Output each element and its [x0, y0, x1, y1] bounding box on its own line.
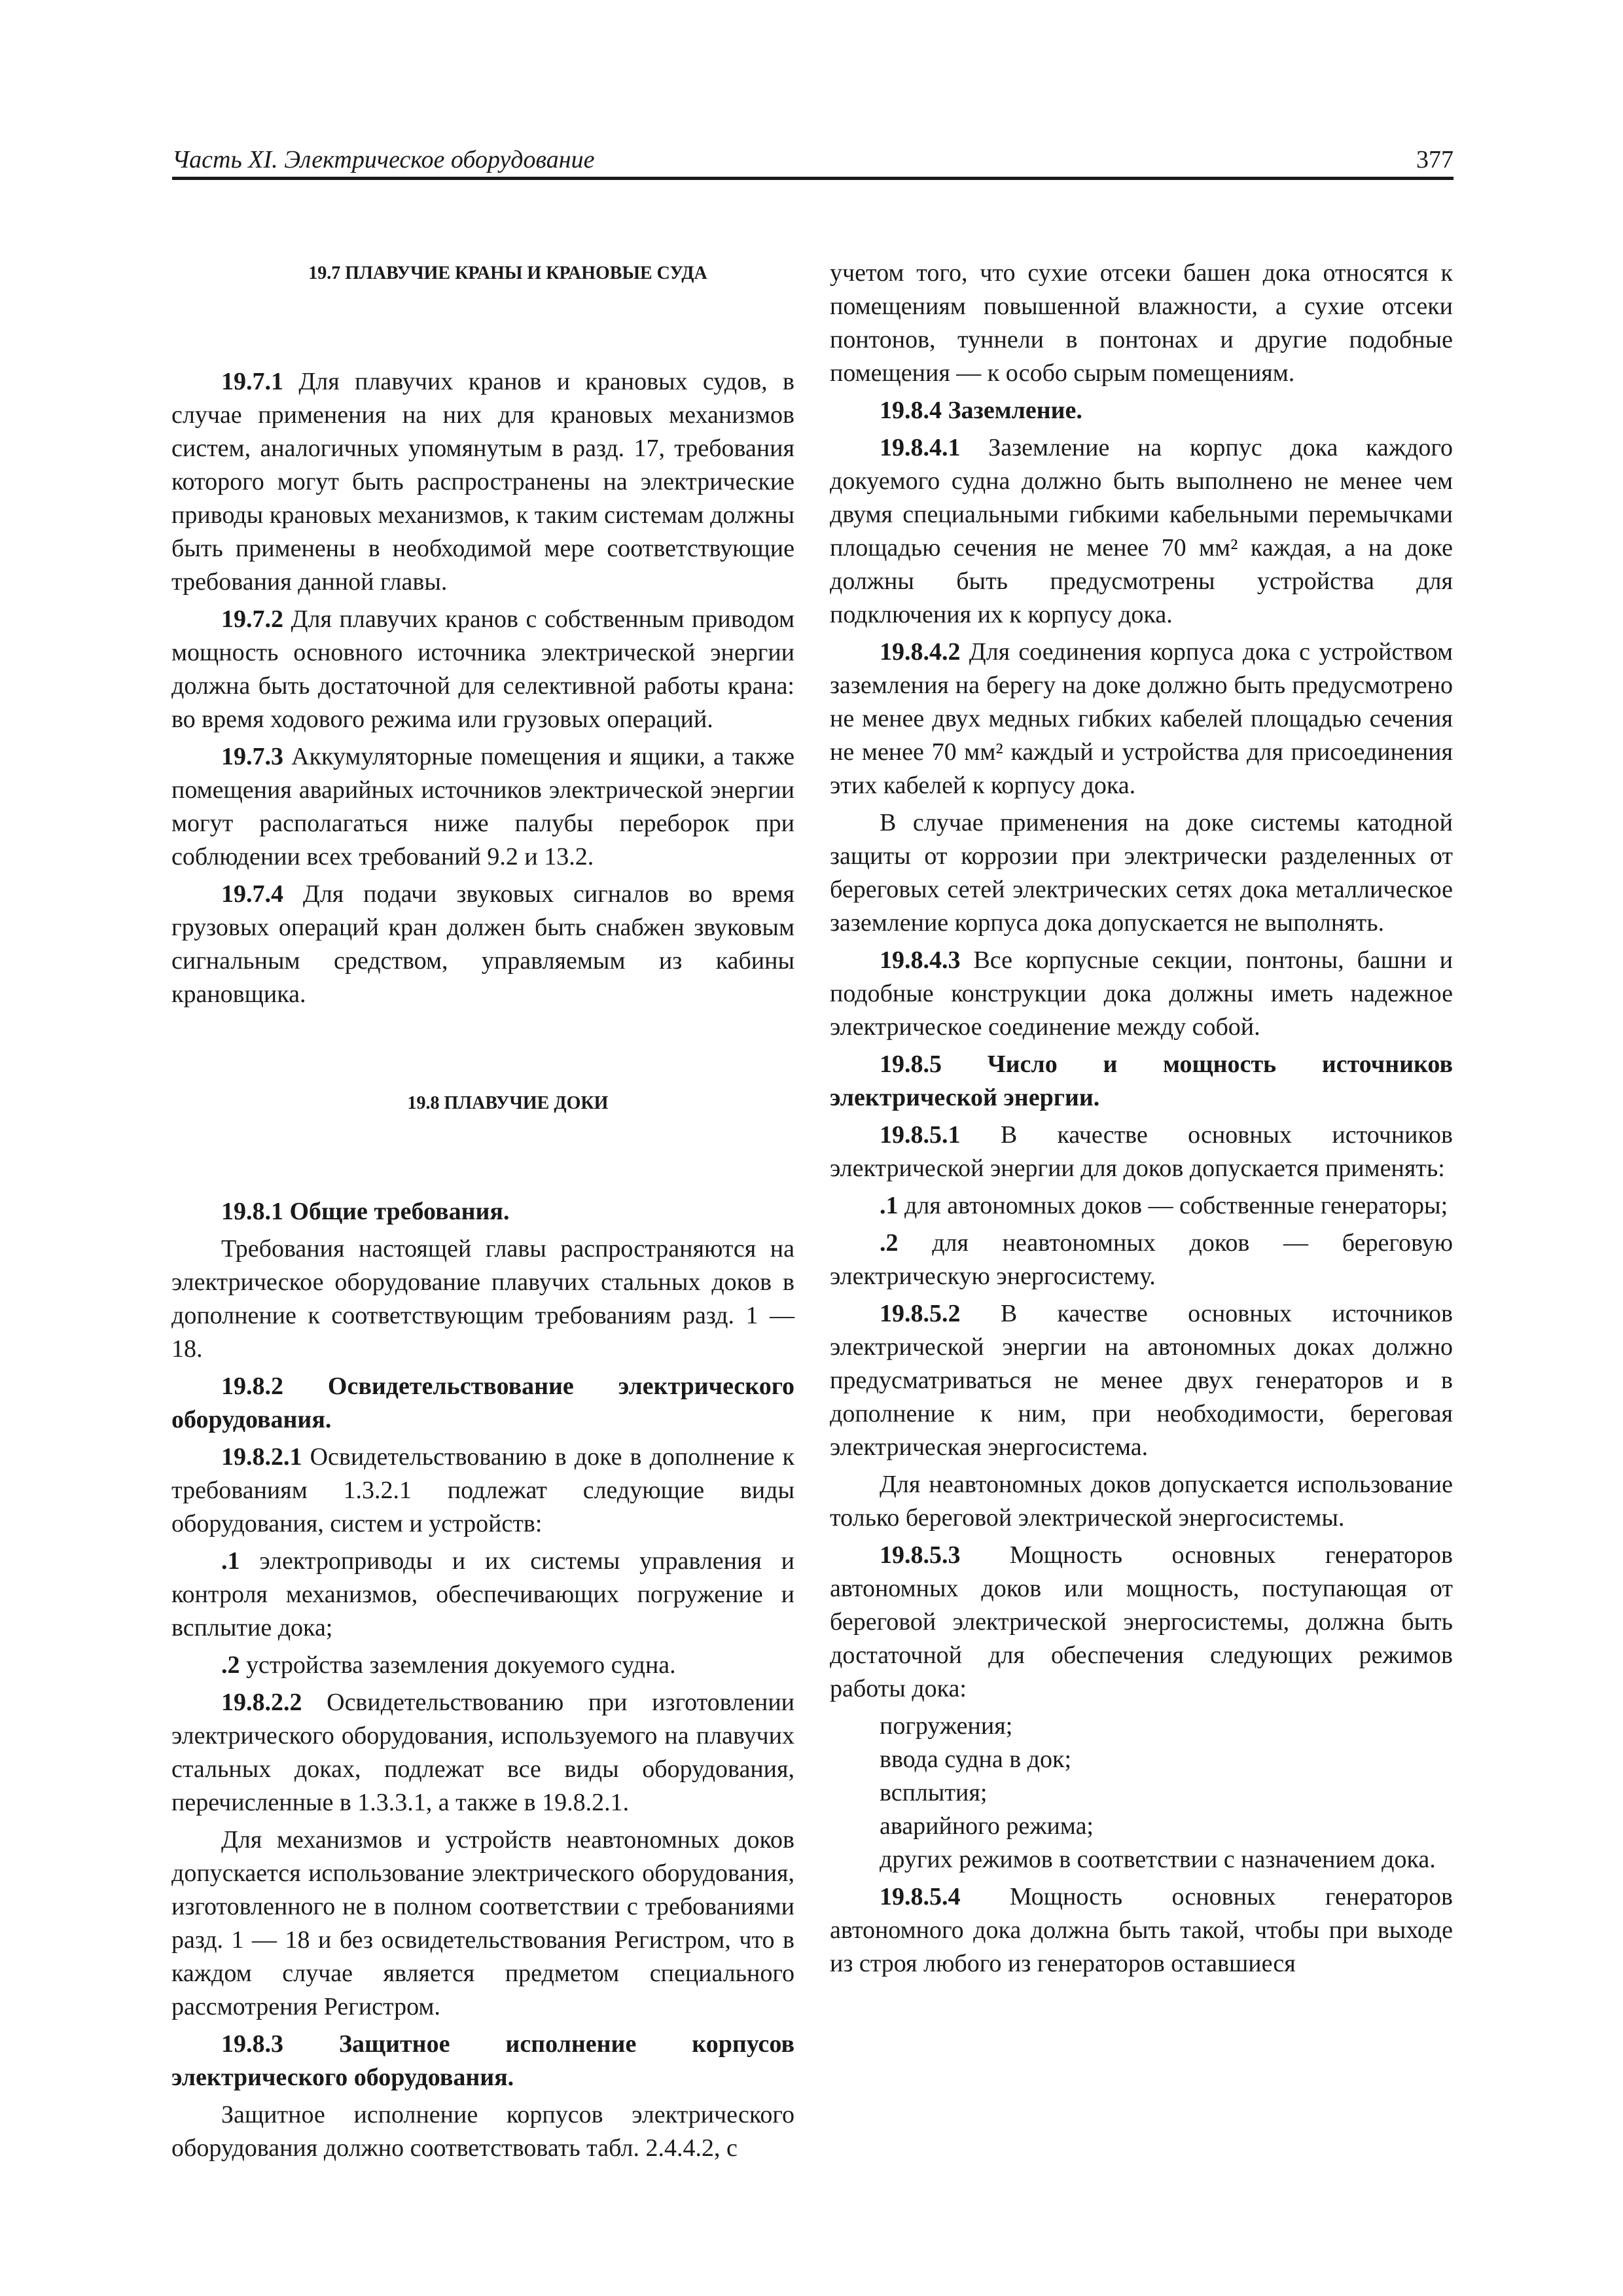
- paragraph-19-8-1: Требования настоящей главы распространяются на электрическое оборудование плавучих стальных доков в дополнение к соответствующим требованиям разд. 1 — 18.: [171, 1235, 794, 1363]
- clause-number: 19.8.4.3: [880, 946, 961, 974]
- clause-number: 19.8.4.2: [880, 638, 961, 666]
- right-column: [830, 257, 1453, 1984]
- list-item: всплытия;: [880, 1779, 988, 1806]
- item-text: для неавтономных доков — береговую электрическую энергосистему.: [830, 1229, 1453, 1290]
- clause-text: Для подачи звуковых сигналов во время грузовых операций кран должен быть снабжен звуковым сигнальным средством, управляемым из кабины крановщика.: [171, 880, 794, 1008]
- list-item-2: [171, 1649, 794, 1682]
- clause-number: 19.8.2.1: [221, 1443, 302, 1471]
- subsection-heading-19-8-3: 19.8.3 Защитное исполнение корпусов электрического оборудования.: [171, 2030, 794, 2091]
- item-number: .2: [880, 1229, 899, 1257]
- list-item: погружения;: [880, 1712, 1013, 1740]
- clause-number: 19.8.2.2: [221, 1689, 302, 1716]
- clause-number: 19.8.5.1: [880, 1121, 961, 1149]
- list-item: аварийного режима;: [880, 1812, 1094, 1840]
- list-item-1: [171, 1545, 794, 1645]
- paragraph-19-8-4-3: [830, 944, 1453, 1044]
- clause-text: Для плавучих кранов и крановых судов, в случае применения на них для крановых механизмов систем, аналогичных упомянутым в разд. 17, требования которого могут быть распространены на электрические приводы крановых механизмов, к таким системам должны быть применены в необходимой мере соответствующие требования данной главы.: [171, 368, 794, 596]
- clause-number: 19.7.2: [221, 605, 283, 633]
- clause-text: Все корпусные секции, понтоны, башни и подобные конструкции дока должны иметь надежное электрическое соединение между собой.: [830, 946, 1453, 1041]
- list-item: ввода судна в док;: [880, 1746, 1072, 1773]
- paragraph-continuation: учетом того, что сухие отсеки башен дока относятся к помещениям повышенной влажности, а сухие отсеки понтонов, туннели в понтонах и другие подобные помещения — к особо сырым помещениям.: [830, 259, 1453, 387]
- clause-number: 19.7.3: [221, 743, 283, 770]
- subsection-heading-19-8-2: 19.8.2 Освидетельствование электрического оборудования.: [171, 1372, 794, 1433]
- clause-text: Для соединения корпуса дока с устройством заземления на берегу на доке должно быть предусмотрено не менее двух медных гибких кабелей площадью сечения не менее 70 мм² каждый и устройства для присоединения этих кабелей к корпусу дока.: [830, 638, 1453, 799]
- left-column: [171, 257, 794, 2169]
- paragraph-19-8-5-2: [830, 1297, 1453, 1464]
- item-text: для автономных доков — собственные генераторы;: [898, 1192, 1448, 1219]
- paragraph-non-autonomous: Для неавтономных доков допускается использование только береговой электрической энергосистемы.: [830, 1471, 1453, 1532]
- clause-number: 19.8.5.3: [880, 1541, 961, 1569]
- paragraph-19-7-4: [171, 878, 794, 1011]
- paragraph-mechanisms: Для механизмов и устройств неавтономных доков допускается использование электрического оборудования, изготовленного не в полном соответствии с требованиями разд. 1 — 18 и без освидетельствования Регистром, что в каждом случае является предметом специального рассмотрения Регистром.: [171, 1826, 794, 2020]
- paragraph-19-7-2: [171, 603, 794, 736]
- running-head: Часть XI. Электрическое оборудование: [172, 146, 595, 173]
- paragraph-19-8-3: Защитное исполнение корпусов электрического оборудования должно соответствовать табл. 2.4.4.2, с: [171, 2101, 794, 2162]
- clause-text: Заземление на корпус дока каждого докуемого судна должно быть выполнено не менее чем двумя специальными гибкими кабельными перемычками площадью сечения не менее 70 мм² каждая, а на доке должны быть предусмотрены устройства для подключения их к корпусу дока.: [830, 434, 1453, 628]
- clause-text: Мощность основных генераторов автономных доков или мощность, поступающая от береговой электрической энергосистемы, должна быть достаточной для обеспечения следующих режимов работы дока:: [830, 1541, 1453, 1702]
- paragraph-19-8-2-2: [171, 1686, 794, 1820]
- paragraph-19-8-5-3: [830, 1539, 1453, 1706]
- paragraph-19-8-4-1: [830, 431, 1453, 632]
- page-number: 377: [1416, 146, 1454, 173]
- clause-number: 19.7.4: [221, 880, 283, 908]
- paragraph-19-8-5-1: [830, 1119, 1453, 1185]
- header-rule: [172, 177, 1454, 180]
- clause-text: Освидетельствованию в доке в дополнение к требованиям 1.3.2.1 подлежат следующие виды оборудования, систем и устройств:: [171, 1443, 794, 1537]
- paragraph-other-modes: других режимов в соответствии с назначением дока.: [880, 1846, 1436, 1873]
- paragraph-cathodic-protection: В случае применения на доке системы катодной защиты от коррозии при электрически разделенных от береговых сетей электрических сетях дока металлическое заземление корпуса дока допускается не выполнять.: [830, 809, 1453, 937]
- clause-number: 19.8.4.1: [880, 434, 961, 461]
- clause-number: 19.8.5.2: [880, 1300, 961, 1327]
- subsection-heading-19-8-5: 19.8.5 Число и мощность источников электрической энергии.: [830, 1050, 1453, 1111]
- item-number: .1: [221, 1547, 240, 1575]
- clause-text: Мощность основных генераторов автономного дока должна быть такой, чтобы при выходе из строя любого из генераторов оставшиеся: [830, 1883, 1453, 1977]
- clause-number: 19.7.1: [221, 368, 283, 395]
- item-number: .2: [221, 1651, 240, 1679]
- clause-text: Аккумуляторные помещения и ящики, а также помещения аварийных источников электрической энергии могут располагаться ниже палубы переборок при соблюдении всех требований 9.2 и 13.2.: [171, 743, 794, 870]
- clause-number: 19.8.5.4: [880, 1883, 961, 1910]
- item-text: устройства заземления докуемого судна.: [240, 1651, 676, 1679]
- paragraph-19-7-1: [171, 365, 794, 599]
- clause-text: В качестве основных источников электрической энергии на автономных доках должно предусматриваться не менее двух генераторов и в дополнение к ним, при необходимости, береговая электрическая энергосистема.: [830, 1300, 1453, 1461]
- subsection-heading-19-8-4: 19.8.4 Заземление.: [880, 397, 1082, 424]
- subsection-heading-19-8-1: 19.8.1 Общие требования.: [221, 1198, 510, 1225]
- item-number: .1: [880, 1192, 899, 1219]
- clause-text: Для плавучих кранов с собственным приводом мощность основного источника электрической энергии должна быть достаточной для селективной работы крана: во время ходового режима или грузовых операций.: [171, 605, 794, 733]
- paragraph-19-8-2-1: [171, 1441, 794, 1541]
- paragraph-19-8-4-2: [830, 636, 1453, 802]
- section-title-19-8: 19.8 ПЛАВУЧИЕ ДОКИ: [407, 1093, 609, 1113]
- section-title-19-7: 19.7 ПЛАВУЧИЕ КРАНЫ И КРАНОВЫЕ СУДА: [308, 263, 707, 283]
- list-item-2: [830, 1227, 1453, 1293]
- list-item-1: [830, 1189, 1453, 1223]
- clause-text: В качестве основных источников электрической энергии для доков допускается применять:: [830, 1121, 1453, 1182]
- paragraph-19-7-3: [171, 740, 794, 874]
- modes-list: [830, 1710, 1453, 1843]
- clause-text: Освидетельствованию при изготовлении электрического оборудования, используемого на плавучих стальных доках, подлежат все виды оборудования, перечисленные в 1.3.3.1, а также в 19.8.2.1.: [171, 1689, 794, 1816]
- item-text: электроприводы и их системы управления и контроля механизмов, обеспечивающих погружение и всплытие дока;: [171, 1547, 794, 1641]
- paragraph-19-8-5-4: [830, 1880, 1453, 1981]
